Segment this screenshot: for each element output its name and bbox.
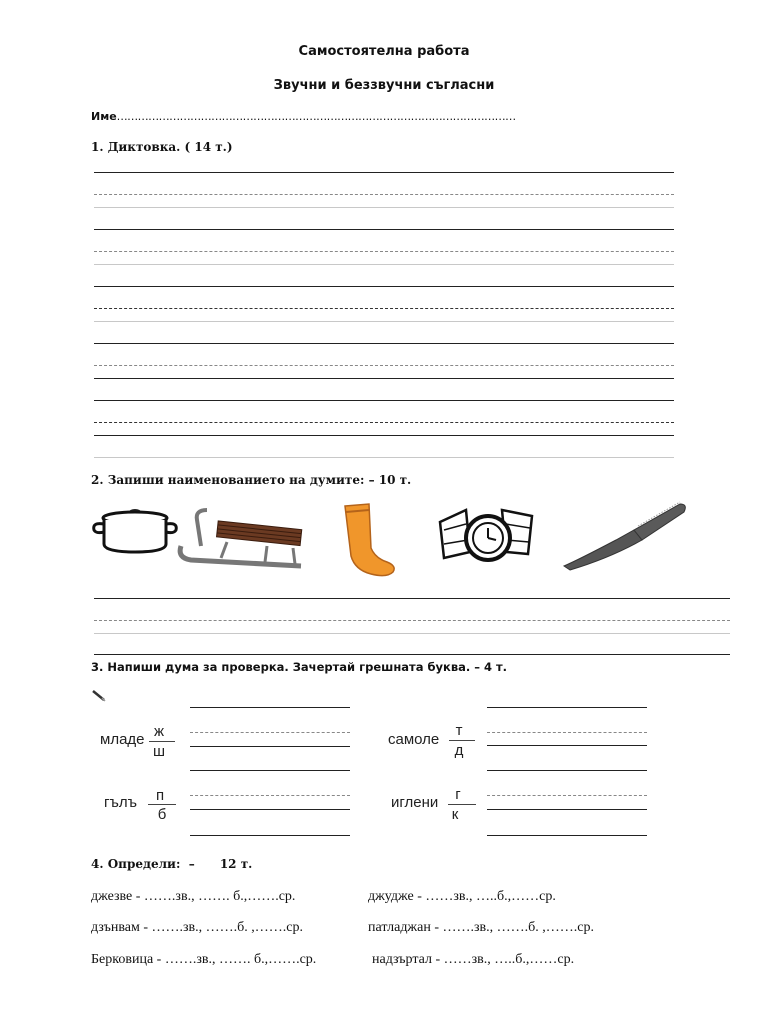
task4-item: надзъртал - ……зв., …..б.,……ср.: [372, 952, 575, 967]
writing-line: [94, 286, 674, 287]
wristwatch-icon: [436, 500, 536, 574]
name-dots: ……………………………………………………………………………………………………: [116, 110, 516, 123]
task4-item: Берковица - …….зв., ……. б.,…….ср.: [91, 952, 317, 967]
task3-letter-top: п: [155, 787, 165, 804]
writing-line: [94, 633, 730, 634]
fraction-bar: [148, 804, 176, 805]
task3-letter-top: ж: [153, 723, 165, 740]
worksheet-subtitle: Звучни и беззвучни съгласни: [273, 78, 495, 93]
writing-guide-line: [190, 732, 350, 733]
fraction-bar: [449, 740, 475, 741]
writing-line: [94, 229, 674, 230]
task3-letter-bottom: б: [157, 806, 167, 823]
task4-item: дзънвам - …….зв., …….б. ,…….ср.: [91, 920, 303, 935]
writing-line: [190, 809, 350, 810]
writing-line: [487, 835, 647, 836]
pencil-icon: [92, 690, 106, 702]
task4-heading: 4. Определи: – 12 т.: [91, 857, 253, 871]
writing-line: [94, 321, 674, 322]
task3-word-stem: самоле: [388, 731, 440, 748]
comb-icon: [560, 500, 688, 572]
task3-letter-top: т: [455, 722, 463, 739]
writing-line: [94, 264, 674, 265]
writing-line: [487, 770, 647, 771]
task3-word-stem: гълъ: [104, 794, 137, 811]
task3-word-stem: младе: [100, 731, 145, 748]
fraction-bar: [149, 741, 175, 742]
task3-letter-bottom: к: [451, 806, 459, 823]
task3-letter-bottom: ш: [152, 743, 166, 760]
worksheet-title: Самостоятелна работа: [298, 44, 470, 59]
writing-line: [94, 654, 730, 655]
fraction-bar: [448, 804, 476, 805]
writing-line: [487, 707, 647, 708]
pot-icon: [90, 500, 180, 556]
task4-item: патладжан - …….зв., …….б. ,…….ср.: [368, 920, 594, 935]
writing-line: [94, 400, 674, 401]
writing-line: [94, 457, 674, 458]
writing-line: [94, 435, 674, 436]
writing-guide-line: [94, 308, 674, 309]
writing-guide-line: [94, 620, 730, 621]
task3-letter-top: г: [455, 786, 461, 803]
task3-heading: 3. Напиши дума за проверка. Зачертай грешната буква. – 4 т.: [91, 660, 508, 674]
writing-line: [94, 172, 674, 173]
writing-line: [190, 835, 350, 836]
writing-line: [94, 207, 674, 208]
writing-line: [94, 598, 730, 599]
writing-line: [487, 745, 647, 746]
task4-item: джудже - ……зв., …..б.,……ср.: [368, 889, 556, 904]
name-field: [91, 110, 516, 123]
writing-line: [487, 809, 647, 810]
writing-guide-line: [190, 795, 350, 796]
task1-heading: 1. Диктовка. ( 14 т.): [91, 140, 233, 154]
task2-heading: 2. Запиши наименованието на думите: – 10 т.: [91, 473, 412, 487]
writing-guide-line: [94, 251, 674, 252]
writing-guide-line: [94, 365, 674, 366]
writing-guide-line: [487, 795, 647, 796]
writing-guide-line: [94, 194, 674, 195]
sled-icon: [177, 506, 305, 570]
writing-line: [190, 746, 350, 747]
writing-line: [94, 378, 674, 379]
task3-word-stem: иглени: [391, 794, 439, 811]
writing-line: [190, 707, 350, 708]
task4-item: джезве - …….зв., ……. б.,…….ср.: [91, 889, 296, 904]
writing-line: [190, 770, 350, 771]
writing-guide-line: [94, 422, 674, 423]
task3-letter-bottom: д: [454, 742, 464, 759]
writing-line: [94, 343, 674, 344]
writing-guide-line: [487, 732, 647, 733]
name-label: Име: [91, 110, 117, 123]
sock-icon: [335, 500, 405, 580]
